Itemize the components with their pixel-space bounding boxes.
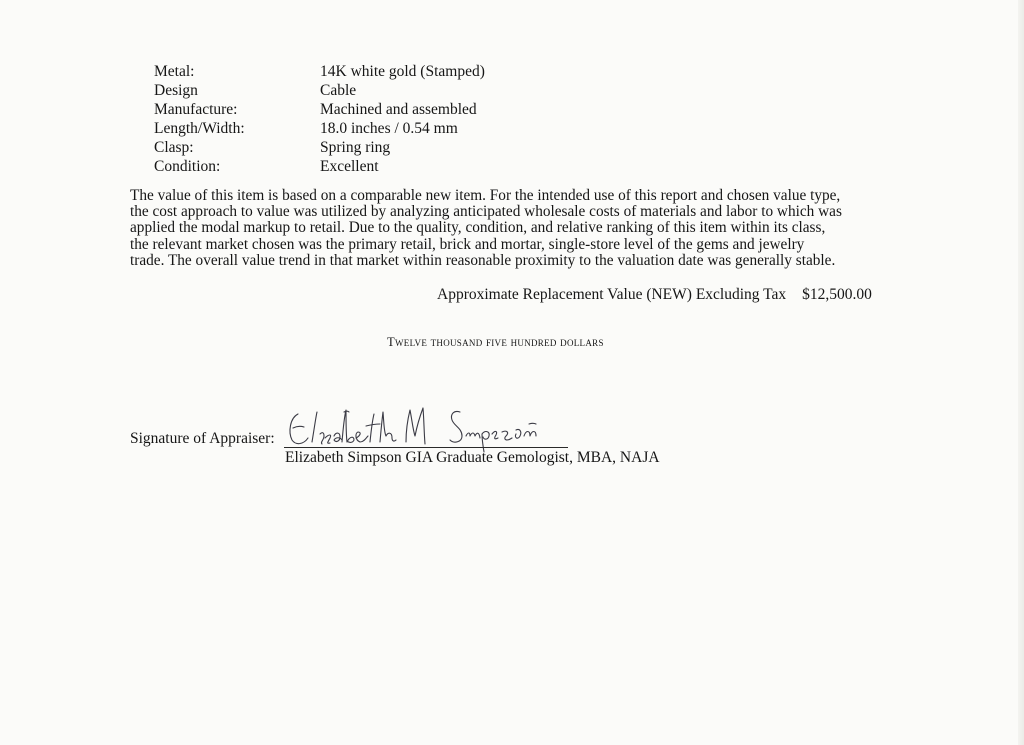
spec-value: Spring ring [320,139,391,157]
paragraph-line: The value of this item is based on a comparable new item. For the intended use of this report and chosen value type, [130,187,841,204]
spec-value: Excellent [320,158,379,176]
paragraph-line: the cost approach to value was utilized by analyzing anticipated wholesale costs of materials and labor to which was [130,203,842,221]
page-edge [1018,0,1024,745]
spec-row [154,119,485,138]
spec-value: 18.0 inches / 0.54 mm [320,120,458,138]
item-specifications [154,62,485,177]
paragraph-line: applied the modal markup to retail. Due to the quality, condition, and relative ranking of this item within its class, [130,219,826,237]
replacement-value-amount: $12,500.00 [802,286,872,303]
spec-value: 14K white gold (Stamped) [320,63,485,80]
spec-row [154,62,485,81]
spec-value: Machined and assembled [320,101,477,119]
spec-label: Metal: [154,63,195,80]
spec-row [154,157,485,176]
replacement-value-label: Approximate Replacement Value (NEW) Excluding Tax [437,286,787,303]
value-in-words: Twelve thousand five hundred dollars [387,335,604,349]
spec-label: Length/Width: [154,120,245,138]
spec-row [154,138,485,157]
appraiser-printed-name: Elizabeth Simpson GIA Graduate Gemologist, MBA, NAJA [285,449,660,466]
spec-label: Condition: [154,158,221,176]
signature-line [284,447,568,448]
valuation-methodology-paragraph [130,188,900,269]
spec-label: Clasp: [154,139,194,157]
spec-row [154,81,485,100]
spec-row [154,100,485,119]
spec-label: Manufacture: [154,101,238,119]
paragraph-line: trade. The overall value trend in that market within reasonable proximity to the valuation date was generally stable. [130,251,836,269]
spec-label: Design [154,82,198,100]
spec-value: Cable [320,82,357,100]
replacement-value-line [437,286,872,304]
signature-label: Signature of Appraiser: [130,430,275,447]
paragraph-line: the relevant market chosen was the primary retail, brick and mortar, single-store level of the gems and jewelry [130,235,805,253]
